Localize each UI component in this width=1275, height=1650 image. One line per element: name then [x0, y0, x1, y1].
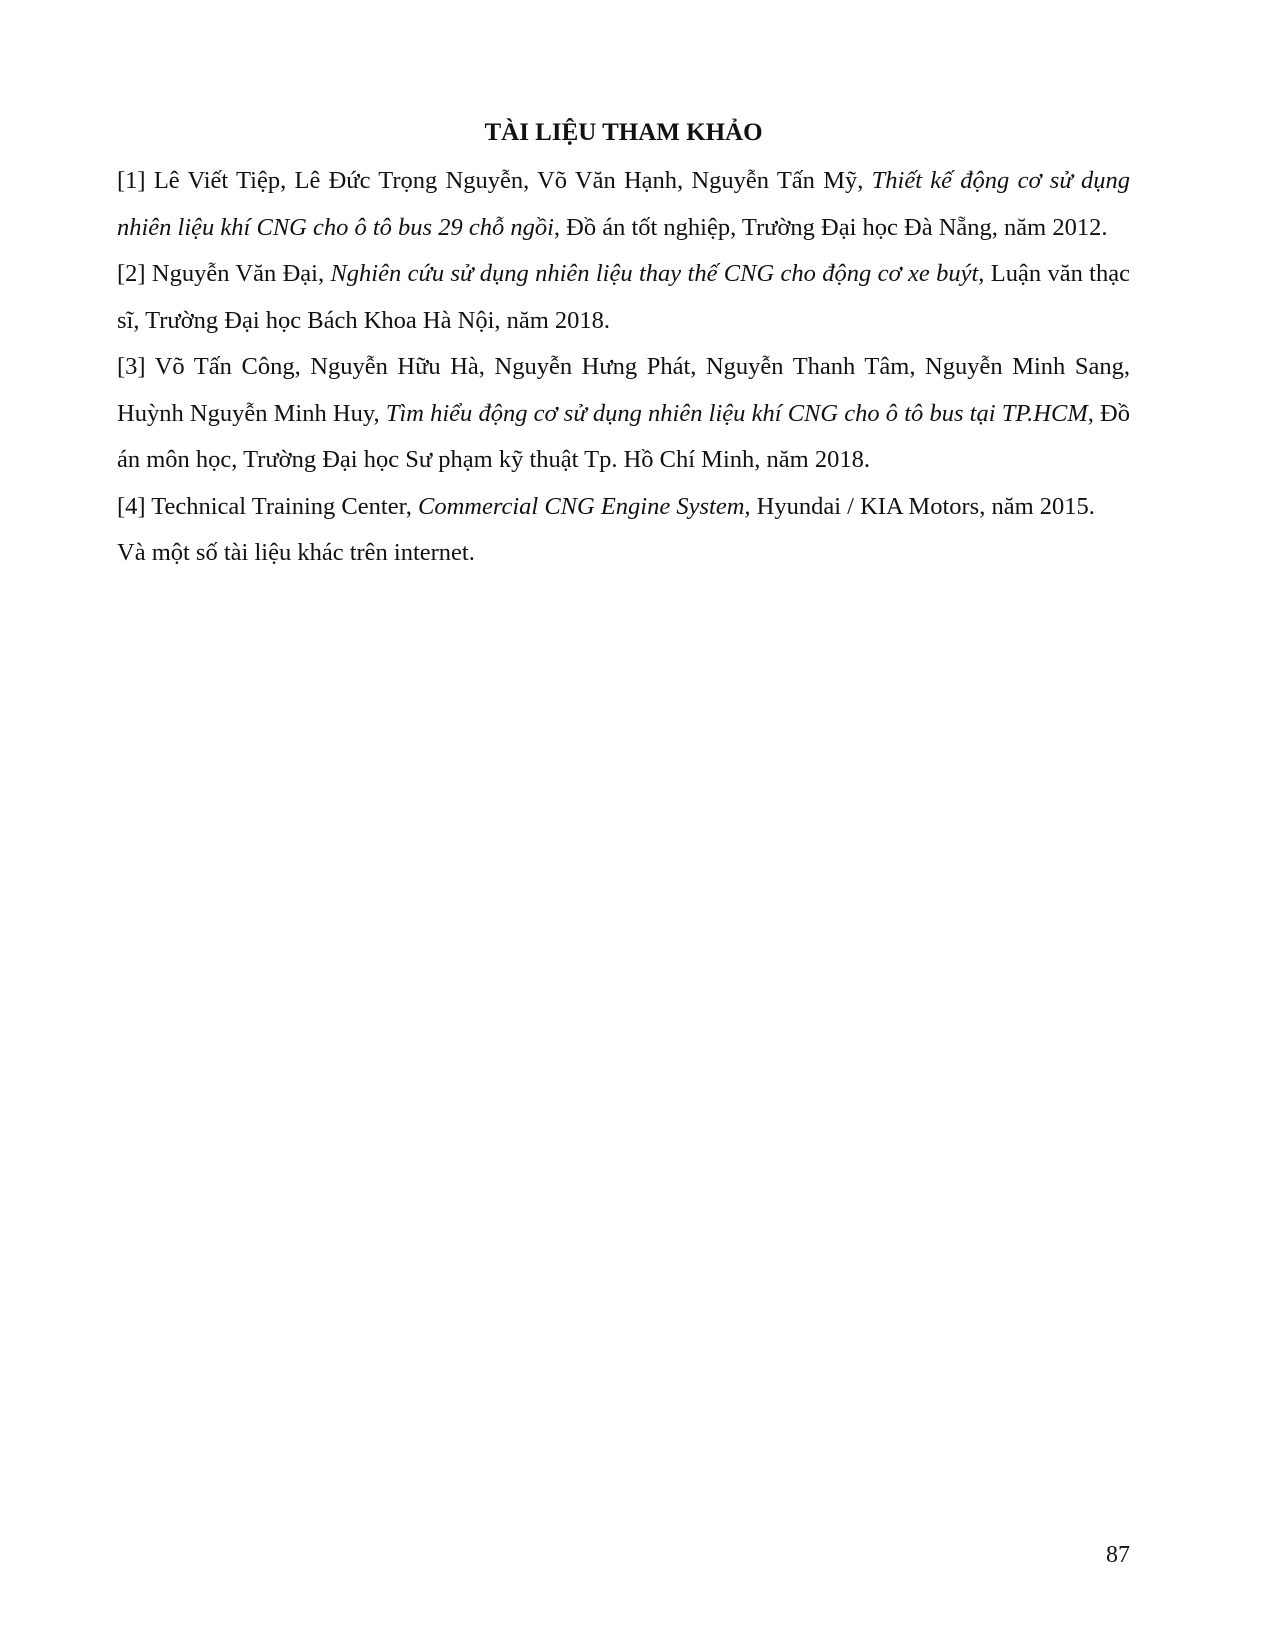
reference-title: Thiết kế động cơ sử dụng nhiên liệu khí CNG cho ô tô bus 29 chỗ ngồi: [117, 167, 1130, 241]
reference-authors: [1] Lê Viết Tiệp, Lê Đức Trọng Nguyễn, Võ Văn Hạnh, Nguyễn Tấn Mỹ,: [117, 167, 872, 194]
reference-item-4: [117, 484, 1130, 531]
reference-title: Commercial CNG Engine System,: [418, 492, 751, 520]
reference-authors: [3] Võ Tấn Công, Nguyễn Hữu Hà, Nguyễn Hưng Phát, Nguyễn Thanh Tâm, Nguyễn Minh Sang, Huỳnh Nguyễn Minh Huy,: [117, 353, 1130, 427]
closing-note: Và một số tài liệu khác trên internet.: [117, 539, 475, 566]
reference-item-1: [117, 158, 1130, 251]
reference-source: , Đồ án tốt nghiệp, Trường Đại học Đà Nẵng, năm 2012.: [553, 213, 1108, 241]
references-page: [117, 108, 1130, 577]
reference-title: Tìm hiểu động cơ sử dụng nhiên liệu khí CNG cho ô tô bus tại TP.HCM,: [385, 399, 1094, 427]
page-title: TÀI LIỆU THAM KHẢO: [484, 119, 763, 146]
page-number: 87: [1106, 1542, 1130, 1568]
reference-source: Đồ án môn học, Trường Đại học Sư phạm kỹ thuật Tp. Hồ Chí Minh, năm 2018.: [117, 399, 1130, 473]
reference-authors: [4] Technical Training Center,: [117, 492, 418, 520]
reference-source: Hyundai / KIA Motors, năm 2015.: [750, 492, 1095, 520]
reference-source: , Luận văn thạc sĩ, Trường Đại học Bách Khoa Hà Nội, năm 2018.: [117, 260, 1130, 334]
reference-item-2: [117, 251, 1130, 344]
reference-title: Nghiên cứu sử dụng nhiên liệu thay thế CNG cho động cơ xe buýt: [330, 260, 979, 287]
reference-item-3: [117, 344, 1130, 484]
reference-authors: [2] Nguyễn Văn Đại,: [117, 260, 331, 287]
